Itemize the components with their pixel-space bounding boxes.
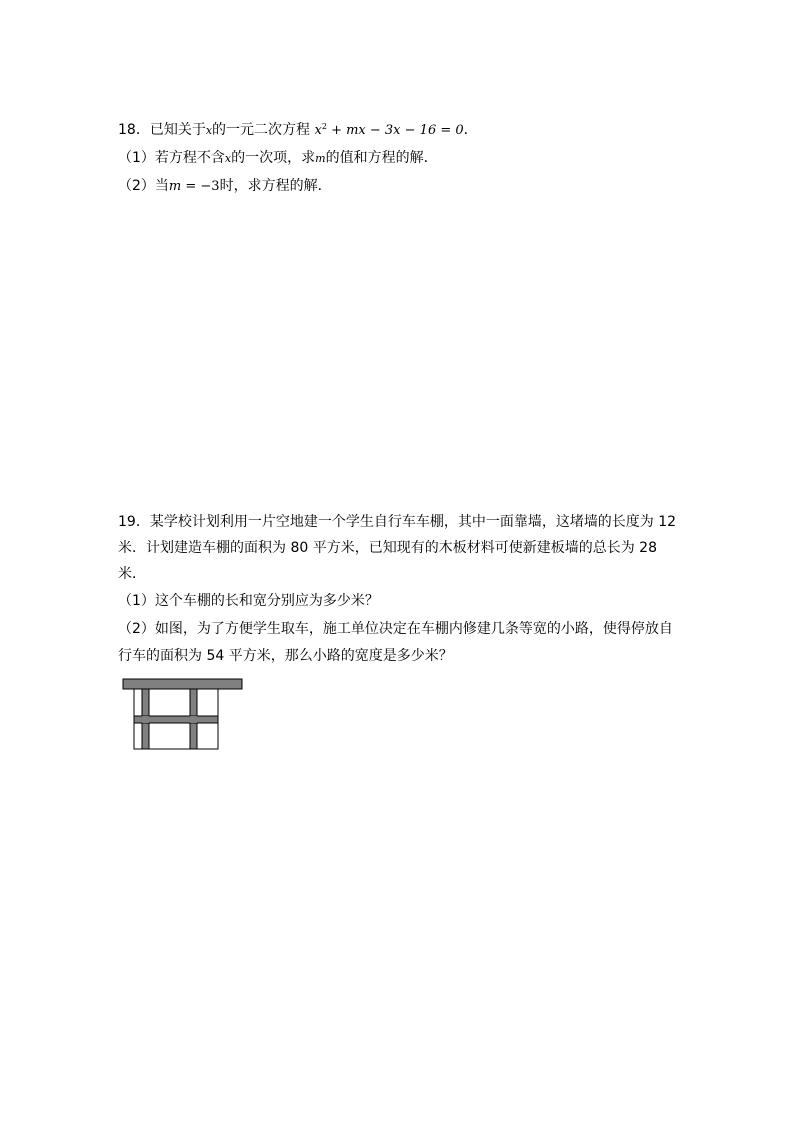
q19-line2: 米．计划建造车棚的面积为 80 平方米，已知现有的木板材料可使新建板墙的总长为 28 <box>118 540 657 556</box>
q18-var-m: m <box>315 152 326 165</box>
path-cross-right <box>190 716 197 723</box>
q18-equation: $x^2$ + mx − 3x − 16 = 0 <box>314 122 464 138</box>
q18-var-x: x <box>205 124 213 137</box>
q19-sub1: （1）这个车棚的长和宽分别应为多少米？ <box>118 593 379 609</box>
bike-shed-figure <box>122 678 246 754</box>
q19-sub2-line1: （2）如图，为了方便学生取车，施工单位决定在车棚内修建几条等宽的小路，使得停放自 <box>118 621 673 637</box>
q18-condition: m = −3 <box>168 179 220 194</box>
q18-line2: （1）若方程不含x的一次项，求m的值和方程的解． <box>118 150 438 166</box>
q19-line1: 19．某学校计划利用一片空地建一个学生自行车车棚，其中一面靠墙，这堵墙的长度为 12 <box>118 514 677 530</box>
q18-line1 <box>118 120 478 141</box>
q18-var-x: x <box>224 152 232 165</box>
q18-period: ． <box>463 122 478 138</box>
q18-text: 18．已知关于 <box>118 122 206 138</box>
path-cross-left <box>142 716 149 723</box>
wall-bar <box>123 679 242 689</box>
q19-sub2-line2: 行车的面积为 54 平方米，那么小路的宽度是多少米？ <box>118 648 453 664</box>
q18-text: 的一元二次方程 <box>212 122 311 138</box>
q18-line3: （2）当m = −3时，求方程的解． <box>118 178 332 194</box>
q19-line3: 米． <box>118 566 146 582</box>
